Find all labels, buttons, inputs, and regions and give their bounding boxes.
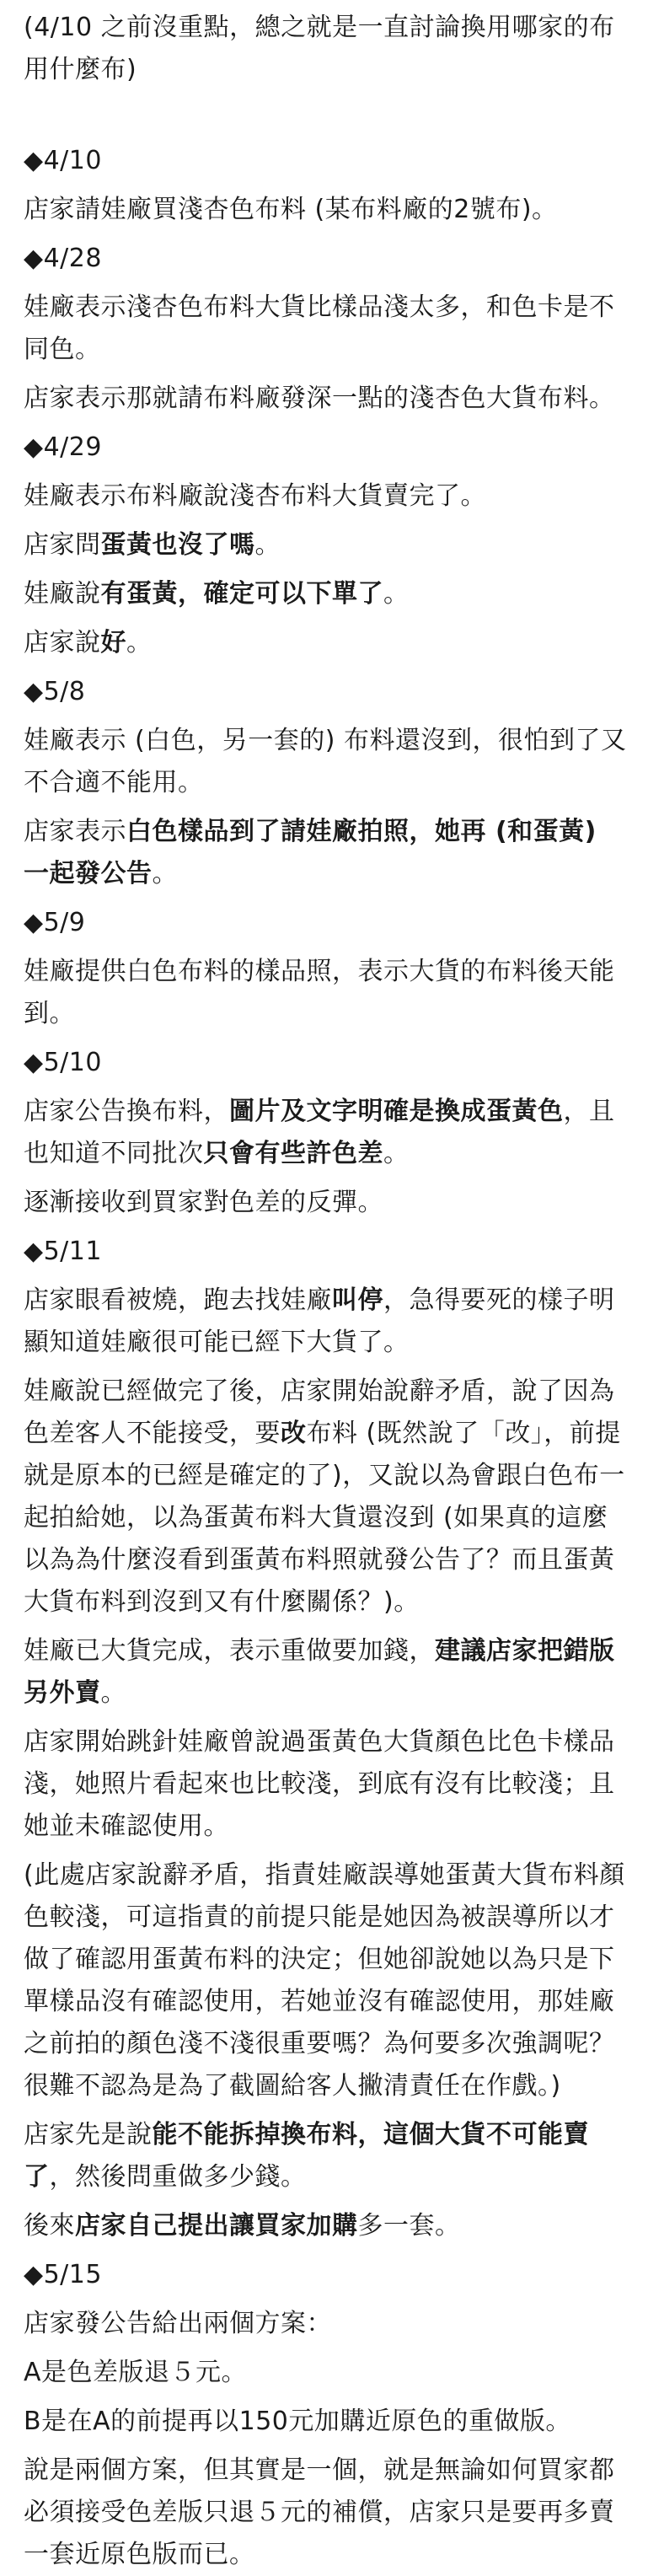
- paragraph: [24, 2205, 631, 2247]
- paragraph: [24, 1721, 631, 1848]
- text-run: 。: [126, 628, 153, 657]
- paragraph: [24, 189, 631, 231]
- bold-text: 有蛋黃，確定可以下單了: [100, 579, 383, 609]
- date-heading: [24, 238, 631, 280]
- paragraph: [24, 378, 631, 420]
- paragraph: [24, 524, 631, 566]
- text-run: ◆4/29: [24, 432, 102, 462]
- text-run: 。: [383, 1139, 410, 1168]
- text-run: ，急得要死的樣子明顯知道娃廠很可能已經下大貨了。: [24, 1285, 615, 1357]
- text-run: 布料 (既然說了「改」，前提就是原本的已經是確定的了)，又說以為會跟白色布一起拍給她，以為蛋黃布料大貨還沒到 (如果真的這麼以為為什麼沒看到蛋黃布料照就發公告了？而且蛋黃大貨布料到沒到又有什麼關係？)。: [24, 1419, 625, 1617]
- text-run: A是色差版退５元。: [24, 2358, 248, 2387]
- date-heading: [24, 1231, 631, 1273]
- text-run: 說是兩個方案，但其實是一個，就是無論如何買家都必須接受色差版只退５元的補償，店家只是要再多賣一套近原色版而已。: [24, 2455, 615, 2569]
- text-run: ◆5/9: [24, 908, 86, 937]
- text-run: 店家公告換布料，: [24, 1097, 229, 1126]
- paragraph: [24, 1091, 631, 1175]
- date-heading: [24, 427, 631, 469]
- text-run: 店家表示那就請布料廠發深一點的淺杏色大貨布料。: [24, 384, 615, 413]
- paragraph: [24, 287, 631, 371]
- paragraph: [24, 1371, 631, 1623]
- date-heading: [24, 140, 631, 182]
- text-run: ◆5/11: [24, 1237, 102, 1266]
- date-heading: [24, 902, 631, 944]
- document-body: [0, 7, 648, 2576]
- bold-text: 叫停: [332, 1285, 383, 1315]
- text-run: 店家說: [24, 628, 101, 657]
- bold-text: 白色樣品到了請娃廠拍照，她再 (和蛋黃) 一起發公告: [24, 817, 597, 888]
- text-run: 店家發公告給出兩個方案：: [24, 2309, 332, 2338]
- text-run: 娃廠說: [24, 579, 101, 609]
- bold-text: 改: [281, 1419, 307, 1448]
- bold-text: 能不能拆掉換布料，這個大貨不可能賣了: [24, 2120, 589, 2192]
- paragraph: [24, 720, 631, 804]
- text-run: 娃廠表示淺杏色布料大貨比樣品淺太多，和色卡是不同色。: [24, 292, 615, 364]
- text-run: ◆4/28: [24, 244, 102, 273]
- paragraph: [24, 1630, 631, 1715]
- text-run: (此處店家說辭矛盾，指責娃廠誤導她蛋黃大貨布料顏色較淺，可這指責的前提只能是她因為被誤導所以才做了確認用蛋黃布料的決定；但她卻說她以為只是下單樣品沒有確認使用，若她並沒有確認使用，那娃廠之前拍的顏色淺不淺很重要嗎？為何要多次強調呢？很難不認為是為了截圖給客人撇清責任在作戲。): [24, 1860, 625, 2101]
- paragraph: [24, 1854, 631, 2107]
- text-run: (4/10 之前沒重點，總之就是一直討論換用哪家的布用什麼布): [24, 13, 615, 84]
- text-run: 。: [152, 859, 178, 888]
- text-run: ◆5/15: [24, 2260, 102, 2289]
- bold-text: 蛋黃也沒了嗎: [100, 530, 255, 560]
- paragraph: [24, 2303, 631, 2345]
- paragraph: [24, 951, 631, 1035]
- text-run: B是在A的前提再以150元加購近原色的重做版。: [24, 2407, 571, 2436]
- paragraph: [24, 2352, 631, 2394]
- text-run: 娃廠表示 (白色，另一套的) 布料還沒到，很怕到了又不合適不能用。: [24, 726, 627, 797]
- text-run: 。: [383, 579, 410, 609]
- text-run: 娃廠表示布料廠說淺杏布料大貨賣完了。: [24, 481, 486, 511]
- bold-text: 好: [100, 628, 126, 657]
- bold-text: 店家自己提出讓買家加購: [75, 2211, 358, 2241]
- text-run: 店家問: [24, 530, 101, 560]
- bold-text: 圖片及文字明確是換成蛋黃色: [229, 1097, 564, 1126]
- paragraph: [24, 811, 631, 895]
- blank-line: [24, 98, 631, 140]
- date-heading: [24, 1042, 631, 1084]
- text-run: 店家眼看被燒，跑去找娃廠: [24, 1285, 332, 1315]
- text-run: ◆5/8: [24, 677, 86, 706]
- text-run: ，且也知道不同批次: [24, 1097, 615, 1168]
- text-run: 逐漸接收到買家對色差的反彈。: [24, 1188, 383, 1217]
- text-run: 娃廠說已經做完了後，店家開始說辭矛盾，說了因為色差客人不能接受，要: [24, 1377, 615, 1448]
- paragraph: [24, 622, 631, 664]
- bold-text: 只會有些許色差: [203, 1139, 383, 1168]
- paragraph: [24, 2450, 631, 2576]
- text-run: 娃廠已大貨完成，表示重做要加錢，: [24, 1636, 435, 1666]
- paragraph: [24, 7, 631, 91]
- text-run: 娃廠提供白色布料的樣品照，表示大貨的布料後天能到。: [24, 957, 615, 1028]
- paragraph: [24, 1280, 631, 1364]
- text-run: 店家請娃廠買淺杏色布料 (某布料廠的2號布)。: [24, 195, 558, 224]
- paragraph: [24, 573, 631, 615]
- text-run: ，然後問重做多少錢。: [49, 2162, 307, 2192]
- paragraph: [24, 1182, 631, 1224]
- text-run: 後來: [24, 2211, 75, 2241]
- text-run: 店家表示: [24, 817, 126, 846]
- text-run: 。: [100, 1678, 126, 1708]
- text-run: 店家開始跳針娃廠曾說過蛋黃色大貨顏色比色卡樣品淺，她照片看起來也比較淺，到底有沒有比較淺；且她並未確認使用。: [24, 1727, 615, 1841]
- text-run: 多一套。: [357, 2211, 461, 2241]
- text-run: ◆5/10: [24, 1048, 102, 1077]
- paragraph: [24, 2401, 631, 2443]
- date-heading: [24, 2254, 631, 2296]
- paragraph: [24, 2114, 631, 2198]
- text-run: 店家先是說: [24, 2120, 153, 2149]
- date-heading: [24, 671, 631, 713]
- text-run: 。: [254, 530, 281, 560]
- text-run: ◆4/10: [24, 146, 102, 175]
- paragraph: [24, 475, 631, 518]
- bold-text: 建議店家把錯版另外賣: [24, 1636, 615, 1708]
